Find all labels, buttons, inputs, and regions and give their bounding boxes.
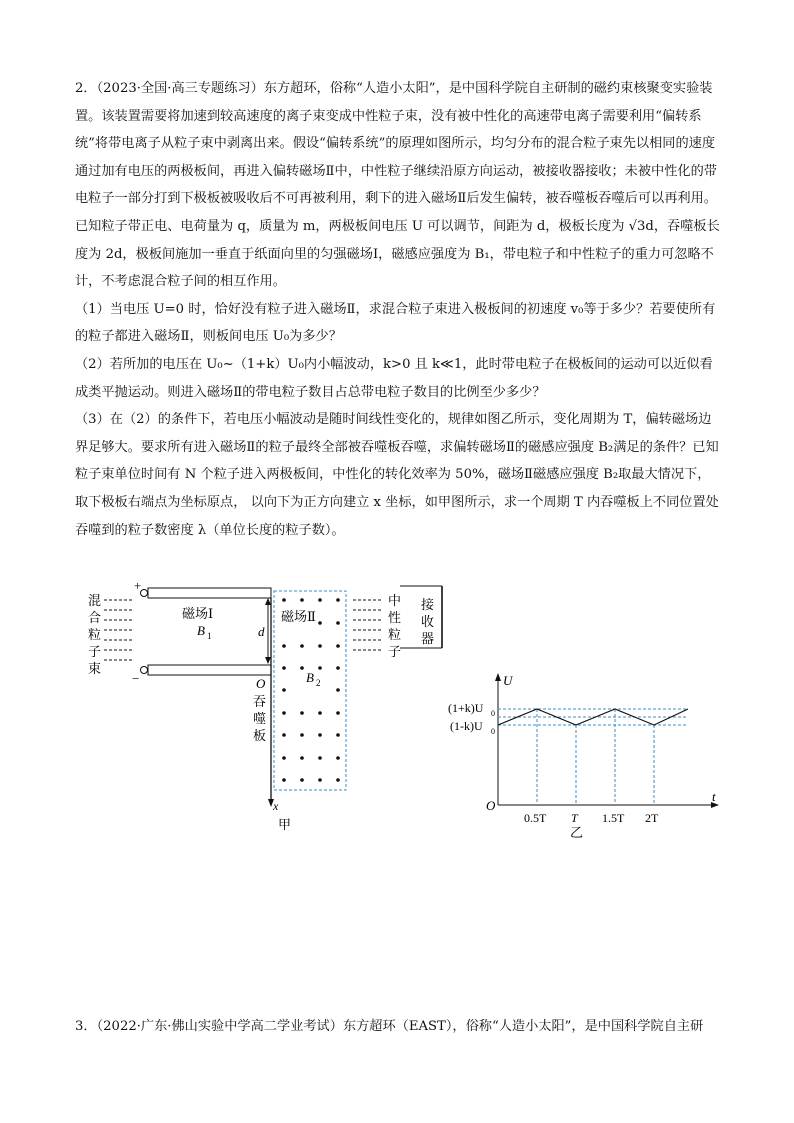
svg-text:0.5T: 0.5T — [524, 811, 547, 825]
b1-label: B — [197, 623, 205, 638]
swallow-plate-label — [253, 694, 266, 743]
svg-text:子: 子 — [88, 644, 102, 659]
lower-level-subscript: 0 — [491, 727, 495, 736]
svg-text:1.5T: 1.5T — [602, 811, 625, 825]
upper-plate — [148, 588, 271, 598]
problem-3-start: 3．（2022·广东·佛山实验中学高二学业考试）东方超环（EAST），俗称“人造小太阳”，是中国科学院自主研 — [75, 1019, 704, 1034]
svg-text:接: 接 — [421, 597, 435, 612]
svg-text:粒: 粒 — [88, 627, 102, 642]
figure-yi-caption: 乙 — [570, 825, 584, 840]
d-label: d — [258, 624, 265, 639]
figure-yi — [440, 665, 730, 840]
neutral-particle-label — [388, 593, 401, 659]
svg-text:粒: 粒 — [388, 627, 402, 642]
upper-level-subscript: 0 — [491, 709, 495, 718]
question-2: （2）若所加的电压在 U₀~（1+k）U₀内小幅波动，k>0 且 k≪1，此时带电粒子在极板间的运动可以近似看成类平抛运动。则进入磁场Ⅱ的带电粒子数目占总带电粒子数目的比例至少多少？ — [75, 356, 713, 400]
b2-label: B — [306, 670, 314, 685]
field-2-dots — [282, 598, 340, 782]
field-2-label: 磁场Ⅱ — [281, 609, 316, 624]
guide-lines — [498, 709, 688, 805]
u-axis-label: U — [503, 673, 513, 688]
x-axis-label: x — [273, 799, 279, 813]
origin-label: O — [256, 676, 266, 691]
minus-sign: − — [132, 671, 140, 686]
svg-text:束: 束 — [88, 661, 102, 676]
question-3: （3）在（2）的条件下，若电压小幅波动是随时间线性变化的，规律如图乙所示，变化周期为 T，偏转磁场边界足够大。要求所有进入磁场Ⅱ的粒子最终全部被吞噬板吞噬，求偏转磁场Ⅱ的磁感应强度 B₂满足的条件？已知粒子束单位时间有 N 个粒子进入两极板间，中性化的转化效率为 50%，磁场Ⅱ磁感应强度 B₂取最大情况下，取下极板右端点为坐标原点， 以向下为正方向建立 x 坐标，如甲图所示，求一个周期 T 内吞噬板上不同位置处吞噬到的粒子数密度 λ（单位长度的粒子数）。 — [75, 412, 719, 538]
svg-text:2T: 2T — [645, 811, 659, 825]
mixed-beam-label — [88, 593, 101, 676]
problem-2-stem — [75, 75, 723, 544]
question-1: （1）当电压 U=0 时，恰好没有粒子进入磁场Ⅱ，求混合粒子束进入极板间的初速度 v₀等于多少？若要使所有的粒子都进入磁场Ⅱ，则板间电压 U₀为多少？ — [75, 301, 716, 345]
svg-text:吞: 吞 — [253, 694, 267, 709]
figure-jia — [70, 578, 450, 833]
svg-text:混: 混 — [88, 593, 102, 608]
upper-level-label: (1+k)U — [448, 701, 484, 715]
problem-2-paragraph: 2．（2023·全国·高三专题练习）东方超环，俗称“人造小太阳”，是中国科学院自主研制的磁约束核聚变实验装置。该装置需要将加速到较高速度的离子束变成中性粒子束，没有被中性化的高速带电离子需要利用“偏转系统”将带电离子从粒子束中剥离出来。假设“偏转系统”的原理如图所示，均匀分布的混合粒子束先以相同的速度通过加有电压的两极板间，再进入偏转磁场Ⅱ中，中性粒子继续沿原方向运动，被接收器接收；未被中性化的带电粒子一部分打到下极板被吸收后不可再被利用，剩下的进入磁场Ⅱ后发生偏转，被吞噬板吞噬后可以再利用。 已知粒子带正电、电荷量为 q，质量为 m，两极板间电压 U 可以调节，间距为 d，极板长度为 √3d，吞噬板长度为 2d，极板间施加一垂直于纸面向里的匀强磁场Ⅰ，磁感应强度为 B₁，带电粒子和中性粒子的重力可忽略不计，不考虑混合粒子间的相互作用。 — [75, 81, 720, 290]
t-ticks — [524, 811, 659, 825]
lower-terminal — [141, 667, 148, 674]
svg-text:T: T — [571, 811, 578, 825]
t-axis-label: t — [712, 789, 716, 804]
lower-plate — [148, 665, 271, 675]
b1-subscript: 1 — [207, 631, 212, 641]
lower-level-label: (1-k)U — [450, 719, 483, 733]
svg-text:合: 合 — [88, 610, 102, 625]
b2-subscript: 2 — [316, 678, 321, 688]
field-1-label: 磁场Ⅰ — [182, 606, 214, 621]
origin-label: O — [486, 798, 496, 813]
svg-text:性: 性 — [388, 610, 402, 625]
svg-text:板: 板 — [253, 728, 267, 743]
u-axis-arrow — [495, 673, 501, 681]
d-arrow-top — [265, 598, 271, 605]
plus-sign: + — [134, 578, 142, 593]
figure-jia-caption: 甲 — [278, 817, 292, 832]
svg-text:子: 子 — [388, 644, 402, 659]
svg-text:中: 中 — [388, 593, 402, 608]
incoming-beam-lines — [104, 600, 132, 660]
svg-text:器: 器 — [421, 631, 435, 646]
receiver-label — [421, 597, 434, 646]
svg-text:噬: 噬 — [253, 711, 267, 726]
d-arrow-bottom — [265, 657, 271, 664]
svg-text:收: 收 — [421, 614, 435, 629]
outgoing-beam-lines — [353, 600, 382, 650]
upper-terminal — [141, 590, 148, 597]
